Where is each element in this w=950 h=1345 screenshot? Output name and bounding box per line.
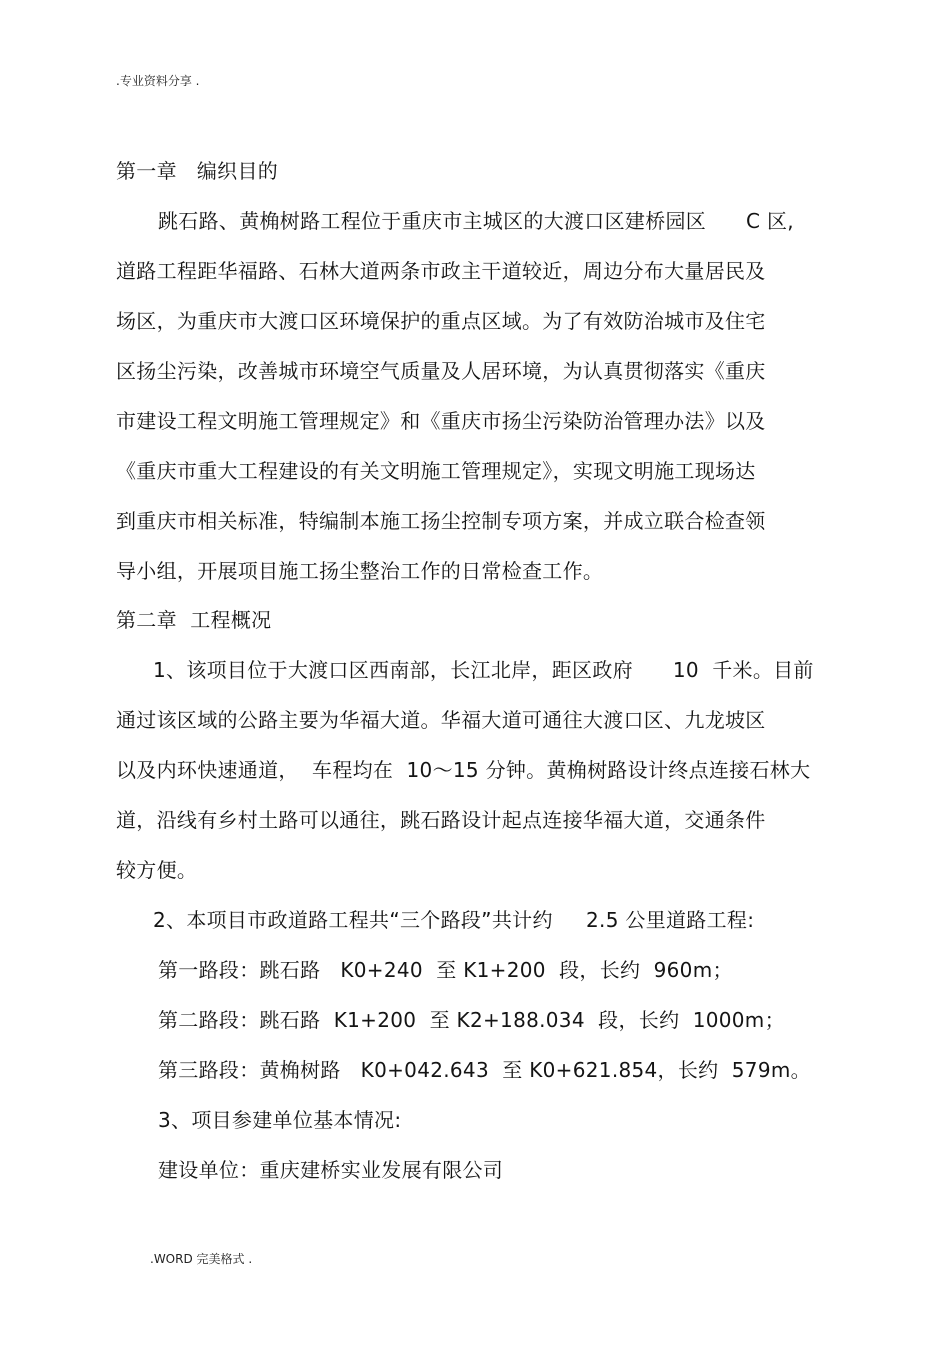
paragraph-line: 道路工程距华福路、石林大道两条市政主干道较近，周边分布大量居民及: [116, 259, 766, 283]
paragraph-line: 道，沿线有乡村土路可以通往，跳石路设计起点连接华福大道，交通条件: [116, 808, 766, 832]
road-section-line: 第一路段：跳石路 K0+240 至 K1+200 段，长约 960m；: [158, 958, 733, 982]
paragraph-line: 跳石路、黄桷树路工程位于重庆市主城区的大渡口区建桥园区 C 区,: [158, 209, 794, 233]
paragraph-line: 到重庆市相关标准，特编制本施工扬尘控制专项方案，并成立联合检查领: [116, 509, 766, 533]
paragraph-line: 2、本项目市政道路工程共“三个路段”共计约 2.5 公里道路工程:: [153, 908, 755, 932]
chapter-1-heading: 第一章 编织目的: [116, 159, 279, 183]
paragraph-line: 建设单位：重庆建桥实业发展有限公司: [158, 1158, 504, 1182]
chapter-2-heading: 第二章 工程概况: [116, 608, 272, 632]
paragraph-line: 1、该项目位于大渡口区西南部，长江北岸，距区政府 10 千米。目前: [153, 658, 814, 682]
paragraph-line: 市建设工程文明施工管理规定》和《重庆市扬尘污染防治管理办法》以及: [116, 409, 766, 433]
paragraph-line: 导小组，开展项目施工扬尘整治工作的日常检查工作。: [116, 559, 604, 583]
page-footer-note: .WORD 完美格式 .: [150, 1252, 253, 1266]
paragraph-line: 区扬尘污染，改善城市环境空气质量及人居环境，为认真贯彻落实《重庆: [116, 359, 766, 383]
paragraph-line: 较方便。: [116, 858, 198, 882]
paragraph-line: 场区，为重庆市大渡口区环境保护的重点区域。为了有效防治城市及住宅: [116, 309, 766, 333]
paragraph-line: 以及内环快速通道， 车程均在 10～15 分钟。黄桷树路设计终点连接石林大: [116, 758, 811, 782]
paragraph-line: 3、项目参建单位基本情况:: [158, 1108, 402, 1132]
page-header-note: .专业资料分享 .: [116, 74, 200, 88]
road-section-line: 第三路段：黄桷树路 K0+042.643 至 K0+621.854，长约 579m。: [158, 1058, 811, 1082]
road-section-line: 第二路段：跳石路 K1+200 至 K2+188.034 段，长约 1000m；: [158, 1008, 785, 1032]
paragraph-line: 通过该区域的公路主要为华福大道。华福大道可通往大渡口区、九龙坡区: [116, 708, 766, 732]
paragraph-line: 《重庆市重大工程建设的有关文明施工管理规定》，实现文明施工现场达: [116, 459, 756, 483]
